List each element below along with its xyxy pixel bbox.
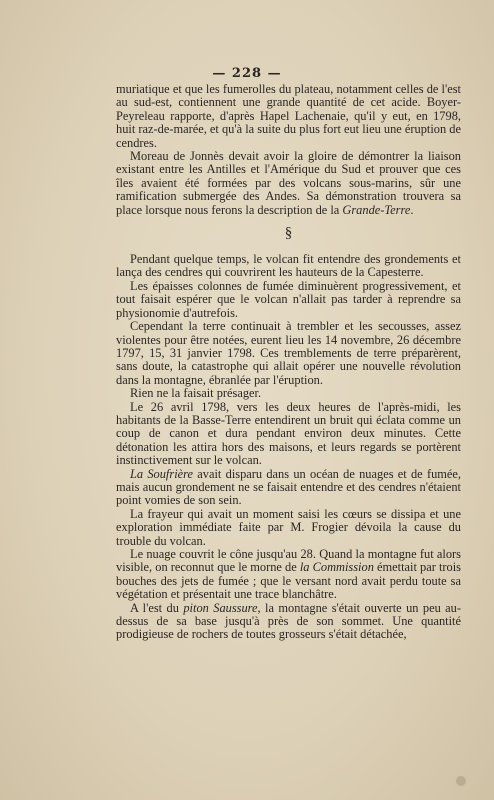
paragraph-6: Rien ne la faisait présager. [130, 386, 262, 401]
paragraph-2 [116, 150, 461, 217]
paragraph-3: Pendant quelque temps, le volcan fit entendre des grondements et lança des cendres qui couvrirent les hauteurs de la Capesterre. [116, 252, 461, 280]
paragraph-11 [116, 602, 461, 642]
paragraph-8-emphasis: La Soufrière [130, 466, 194, 481]
section-separator: § [284, 225, 293, 242]
paragraph-11-end: , la montagne s'était ouverte un peu au-dessus de sa base jusqu'à près de son sommet. Une quantité prodigieuse de rochers de toutes grosseurs s'était détachée, [116, 600, 462, 642]
paragraph-11-text: A l'est du [130, 600, 184, 615]
body-text [116, 83, 461, 642]
paragraph-8 [116, 468, 461, 508]
paragraph-11-emphasis: piton Saussure [183, 600, 258, 615]
paragraph-9: La frayeur qui avait un moment saisi les cœurs se dissipa et une exploration immédiate faite par M. Frogier dévoila la cause du trouble du volcan. [116, 506, 461, 548]
paragraph-5: Cependant la terre continuait à trembler et les secousses, assez violentes pour être notées, eurent lieu les 14 novembre, 26 décembre 1797, 15, 31 janvier 1798. Ces tremblements de terre préparèrent, sans doute, la catastrophe qui allait opérer une nouvelle révolution dans la montagne, ébranlée par l'éruption. [116, 319, 461, 387]
paragraph-2-text: Moreau de Jonnès devait avoir la gloire de démontrer la liaison existant entre les Antilles et l'Amérique du Sud et prouver que ces îles avaient été formées par des volcans sous-marins, sûr une ramification submergée des Andes. Sa démonstration trouvera sa place lorsque nous ferons la description de la [116, 149, 461, 217]
paragraph-4: Les épaisses colonnes de fumée diminuèrent progressivement, et tout faisait espérer que le volcan n'allait pas tarder à reprendre sa physionomie d'autrefois. [116, 278, 461, 320]
paper-stain [456, 776, 466, 786]
paragraph-1: muriatique et que les fumerolles du plateau, notamment celles de l'est au sud-est, contiennent une grande quantité de cet acide. Boyer-Peyreleau rapporte, d'après Hapel Lachenaie, qu'il y eut, en 1798, huit raz-de-marée, et qu'à la suite du plus fort eut lieu une éruption de cendres. [116, 82, 461, 150]
paragraph-7: Le 26 avril 1798, vers les deux heures de l'après-midi, les habitants de la Basse-Terre entendirent un bruit qui éclata comme un coup de canon et dura pendant environ deux minutes. Cette détonation les attira hors des maisons, et leurs regards se portèrent instinctivement sur le volcan. [116, 399, 461, 468]
page-number: — 228 — [212, 66, 282, 81]
paragraph-10-end: émettait par trois bouches des jets de fumée ; que le versant nord avait perdu toute sa végétation et présentait une trace blanchâtre. [116, 560, 461, 602]
paragraph-8-text: avait disparu dans un océan de nuages et de fumée, mais aucun grondement ne se faisait entendre et des cendres n'étaient point vomies de son sein. [116, 466, 461, 508]
paragraph-10 [116, 548, 461, 602]
paragraph-10-emphasis: la Commission [299, 560, 374, 575]
paragraph-2-emphasis: Grande-Terre [342, 202, 411, 217]
paragraph-10-text: Le nuage couvrit le cône jusqu'au 28. Quand la montagne fut alors visible, on reconnut que le morne de [116, 547, 461, 575]
paragraph-2-end: . [410, 202, 414, 217]
